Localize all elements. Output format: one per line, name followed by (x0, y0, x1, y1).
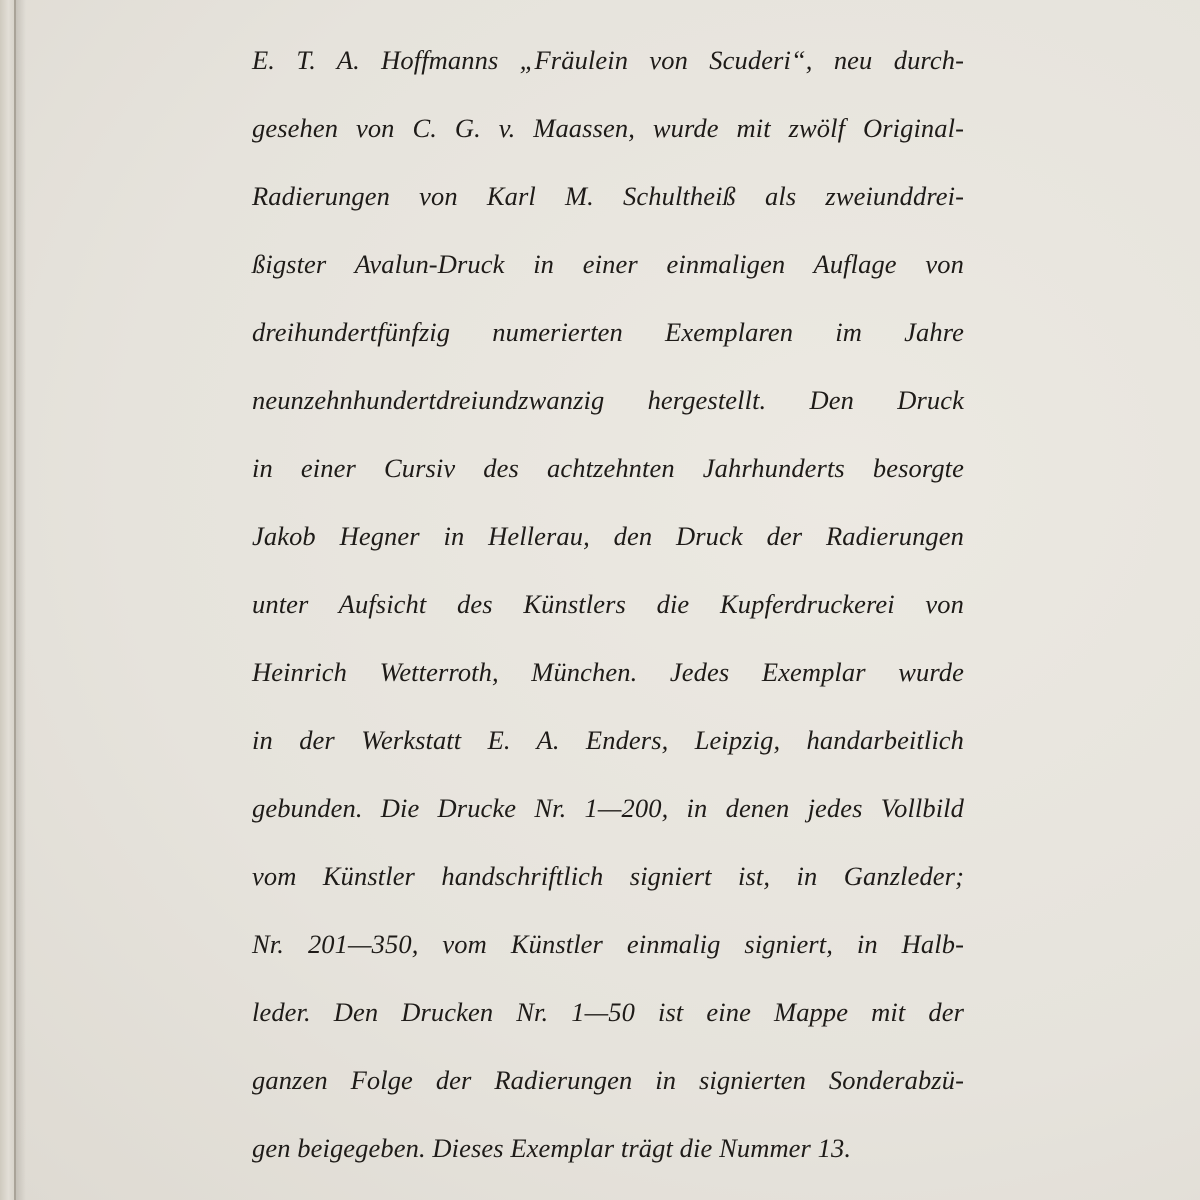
page-edge (0, 0, 14, 1200)
colophon-line: ßigster Avalun-Druck in einer einmaligen Auflage von (252, 249, 964, 279)
colophon-line: vom Künstler handschriftlich signiert ist, in Ganzleder; (252, 861, 964, 891)
colophon-line: ganzen Folge der Radierungen in signierten Sonderabzü- (252, 1065, 964, 1095)
binding-shadow (16, 0, 26, 1200)
colophon-line: in der Werkstatt E. A. Enders, Leipzig, handarbeitlich (252, 725, 964, 755)
colophon-line: Jakob Hegner in Hellerau, den Druck der Radierungen (252, 521, 964, 551)
colophon-line: leder. Den Drucken Nr. 1—50 ist eine Mappe mit der (252, 997, 964, 1027)
colophon-line-last: gen beigegeben. Dieses Exemplar trägt die Nummer 13. (252, 1133, 852, 1163)
colophon-line: dreihundertfünfzig numerierten Exemplaren im Jahre (252, 317, 964, 347)
colophon-line: Heinrich Wetterroth, München. Jedes Exemplar wurde (252, 657, 964, 687)
colophon-line: Radierungen von Karl M. Schultheiß als zweiunddrei- (252, 181, 964, 211)
colophon-line: in einer Cursiv des achtzehnten Jahrhunderts besorgte (252, 453, 964, 483)
colophon-line: E. T. A. Hoffmanns „Fräulein von Scuderi“, neu durch- (252, 45, 964, 75)
colophon-line: gesehen von C. G. v. Maassen, wurde mit zwölf Original- (252, 113, 964, 143)
colophon-line: neunzehnhundertdreiundzwanzig hergestellt. Den Druck (252, 385, 964, 415)
colophon-line: gebunden. Die Drucke Nr. 1—200, in denen jedes Vollbild (252, 793, 964, 823)
colophon-line: unter Aufsicht des Künstlers die Kupferdruckerei von (252, 589, 964, 619)
colophon-line: Nr. 201—350, vom Künstler einmalig signiert, in Halb- (252, 929, 964, 959)
